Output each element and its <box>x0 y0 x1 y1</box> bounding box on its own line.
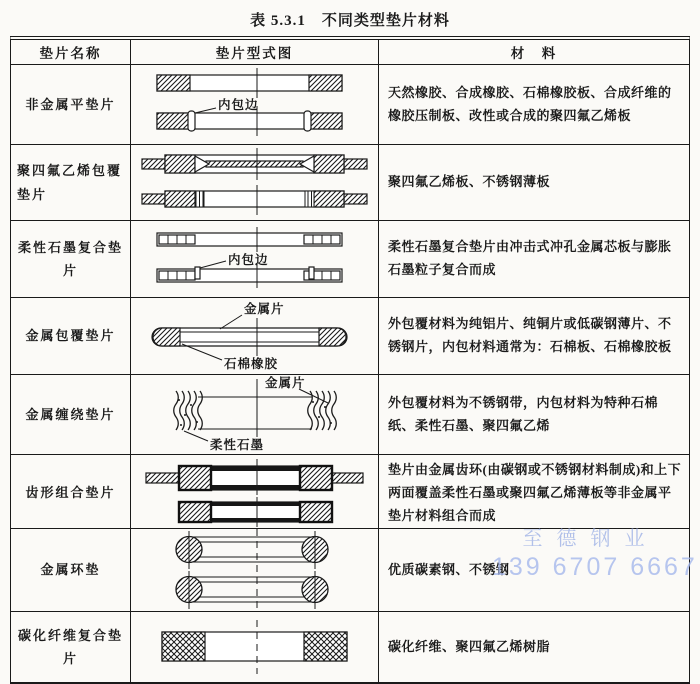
gasket-name: 柔性石墨复合垫片 <box>11 221 131 297</box>
diagram-label-inner-edge: 内包边 <box>227 253 269 267</box>
gasket-name: 金属包覆垫片 <box>11 298 131 374</box>
gasket-diagram-cell <box>131 145 379 220</box>
table-row-ptfe-covered <box>11 145 689 221</box>
diagram-metal-ring-gasket <box>132 529 378 611</box>
gasket-material: 垫片由金属齿环(由碳钢或不锈钢材料制成)和上下两面覆盖柔性石墨或聚四氟乙烯薄板等非金属平垫片材料组合而成 <box>388 462 682 523</box>
gasket-material: 柔性石墨复合垫片由冲击式冲孔金属芯板与膨胀石墨粒子复合而成 <box>388 239 672 277</box>
watermark-phone-number: 139 6707 6667 <box>492 553 698 581</box>
gasket-material: 碳化纤维、聚四氟乙烯树脂 <box>388 638 551 654</box>
gasket-diagram-cell <box>131 65 379 144</box>
gasket-diagram-cell <box>131 221 379 297</box>
gasket-material: 聚四氟乙烯板、不锈钢薄板 <box>388 174 551 190</box>
gasket-material-table <box>10 36 698 684</box>
gasket-diagram-cell <box>131 298 379 374</box>
diagram-ptfe-covered-gasket <box>132 145 378 220</box>
diagram-spiral-wound-gasket <box>132 375 378 454</box>
gasket-name: 金属环垫 <box>11 529 131 611</box>
table-row-metal-ring <box>11 529 698 612</box>
header-material: 材 料 <box>510 46 558 61</box>
header-gasket-diagram: 垫片型式图 <box>131 40 379 64</box>
diagram-carbon-fiber-gasket <box>132 612 378 682</box>
header-gasket-name: 垫片名称 <box>11 40 131 64</box>
diagram-label-asbestos-rubber: 石棉橡胶 <box>223 357 278 371</box>
table-row-spiral-wound <box>11 375 689 455</box>
gasket-material: 天然橡胶、合成橡胶、石棉橡胶板、合成纤维的橡胶压制板、改性或合成的聚四氟乙烯板 <box>388 84 672 123</box>
diagram-label-metal-sheet: 金属片 <box>264 376 306 390</box>
gasket-material: 优质碳素钢、不锈钢 <box>388 561 510 577</box>
gasket-name: 碳化纤维复合垫片 <box>11 612 131 682</box>
watermark-company-name: 至德钢业 <box>522 528 659 550</box>
gasket-material: 外包覆材料为纯铝片、纯铜片或低碳钢薄片、不锈钢片，内包材料通常为：石棉板、石棉橡胶板 <box>388 316 672 354</box>
table-row-tooth-combined <box>11 455 689 529</box>
diagram-tooth-combined-gasket <box>132 457 378 530</box>
gasket-name: 非金属平垫片 <box>11 65 131 144</box>
table-header-row <box>11 40 689 65</box>
gasket-material: 外包覆材料为不锈钢带，内包材料为特种石棉纸、柔性石墨、聚四氟乙烯 <box>388 394 659 433</box>
gasket-diagram-cell <box>131 612 379 682</box>
gasket-diagram-cell <box>131 375 379 454</box>
gasket-name: 聚四氟乙烯包覆垫片 <box>11 145 131 220</box>
gasket-name: 金属缠绕垫片 <box>11 375 131 454</box>
table-title: 表 5.3.1 不同类型垫片材料 <box>250 13 450 29</box>
diagram-metal-clad-gasket <box>132 298 378 374</box>
gasket-name: 齿形组合垫片 <box>11 455 131 531</box>
table-row-carbon-fiber <box>11 612 689 682</box>
diagram-label-metal-sheet: 金属片 <box>243 302 285 316</box>
diagram-label-flexible-graphite: 柔性石墨 <box>209 438 264 452</box>
table-row-non-metal-flat <box>11 65 689 145</box>
diagram-flexible-graphite-gasket <box>132 221 378 297</box>
gasket-diagram-cell <box>131 455 379 531</box>
gasket-diagram-cell <box>131 529 379 611</box>
table-row-flexible-graphite <box>11 221 689 298</box>
diagram-label-inner-edge: 内包边 <box>217 98 259 112</box>
diagram-non-metal-flat-gasket <box>132 65 378 144</box>
table-row-metal-clad <box>11 298 689 375</box>
